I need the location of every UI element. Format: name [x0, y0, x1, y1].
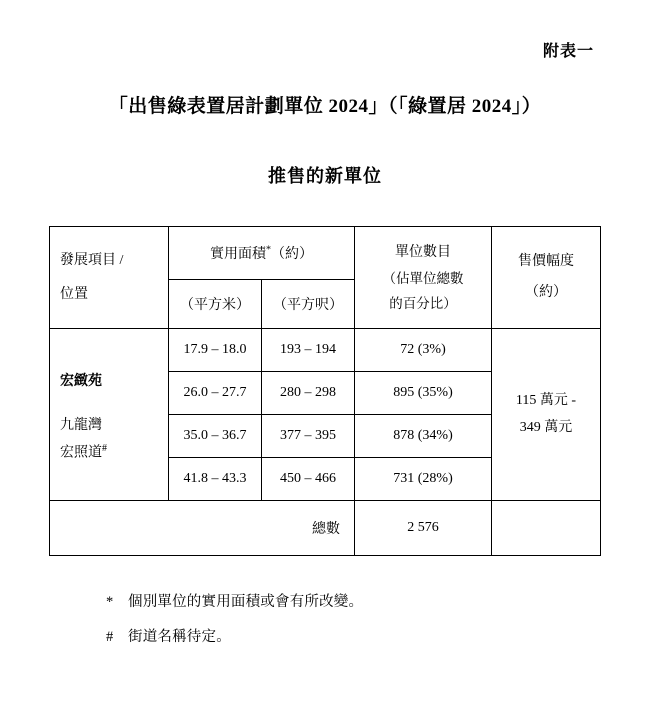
table-row [50, 329, 601, 372]
header-project-line2: 位置 [60, 286, 88, 302]
cell-sqm: 17.9 – 18.0 [169, 329, 262, 372]
cell-sqm: 41.8 – 43.3 [169, 458, 262, 501]
cell-sqft: 450 – 466 [262, 458, 355, 501]
address-line2: 宏照道# [60, 443, 107, 462]
header-price-range [492, 227, 601, 329]
header-unit-count [355, 227, 492, 329]
footnote-asterisk [106, 590, 602, 611]
cell-sqm: 35.0 – 36.7 [169, 415, 262, 458]
footnote-hash-text: 街道名稱待定。 [128, 629, 231, 645]
price-line1: 115 萬元 - [515, 392, 577, 408]
cell-sqm: 26.0 – 27.7 [169, 372, 262, 415]
total-blank-cell [492, 501, 601, 556]
header-unit-count-sub1: （佔單位總數 [382, 271, 464, 287]
header-project-line1: 發展項目 / [60, 252, 124, 268]
header-price-range-label: 售價幅度 [518, 253, 574, 269]
footnotes [106, 590, 602, 646]
header-practical-area-label: 實用面積 [210, 247, 266, 262]
table-total-row [50, 501, 601, 556]
footnote-asterisk-text: 個別單位的實用面積或會有所改變。 [128, 594, 364, 610]
header-area-sqft: （平方呎） [262, 280, 355, 329]
estate-name: 宏緻苑 [60, 374, 102, 390]
header-price-range-approx: （約） [525, 284, 567, 300]
cell-units: 72 (3%) [355, 329, 492, 372]
header-unit-count-label: 單位數目 [395, 245, 451, 261]
cell-project-location [50, 329, 169, 501]
annex-label: 附表一 [542, 43, 594, 60]
address-line1: 九龍灣 [60, 417, 102, 433]
footnote-hash-mark: # [106, 629, 114, 645]
header-unit-count-sub2: 的百分比） [389, 295, 457, 311]
page-title: 「出售綠表置居計劃單位 2024」（「綠置居 2024」） [108, 96, 542, 117]
footnote-mark-asterisk: * [266, 244, 271, 256]
total-value: 2 576 [355, 501, 492, 556]
page-subtitle: 推售的新單位 [268, 166, 382, 186]
price-line2: 349 萬元 [519, 419, 573, 435]
cell-sqft: 280 – 298 [262, 372, 355, 415]
header-project-location [50, 227, 169, 329]
footnote-mark-hash: # [102, 443, 107, 455]
header-practical-area-approx: （約） [271, 247, 313, 262]
cell-price-range [492, 329, 601, 501]
cell-units: 895 (35%) [355, 372, 492, 415]
cell-sqft: 193 – 194 [262, 329, 355, 372]
total-label: 總數 [50, 501, 355, 556]
footnote-hash [106, 625, 602, 646]
cell-units: 878 (34%) [355, 415, 492, 458]
units-table [49, 226, 601, 556]
header-area-sqm: （平方米） [169, 280, 262, 329]
table-header-row-1 [50, 227, 601, 280]
header-practical-area [169, 227, 355, 280]
footnote-asterisk-mark: * [106, 594, 114, 610]
cell-sqft: 377 – 395 [262, 415, 355, 458]
cell-units: 731 (28%) [355, 458, 492, 501]
